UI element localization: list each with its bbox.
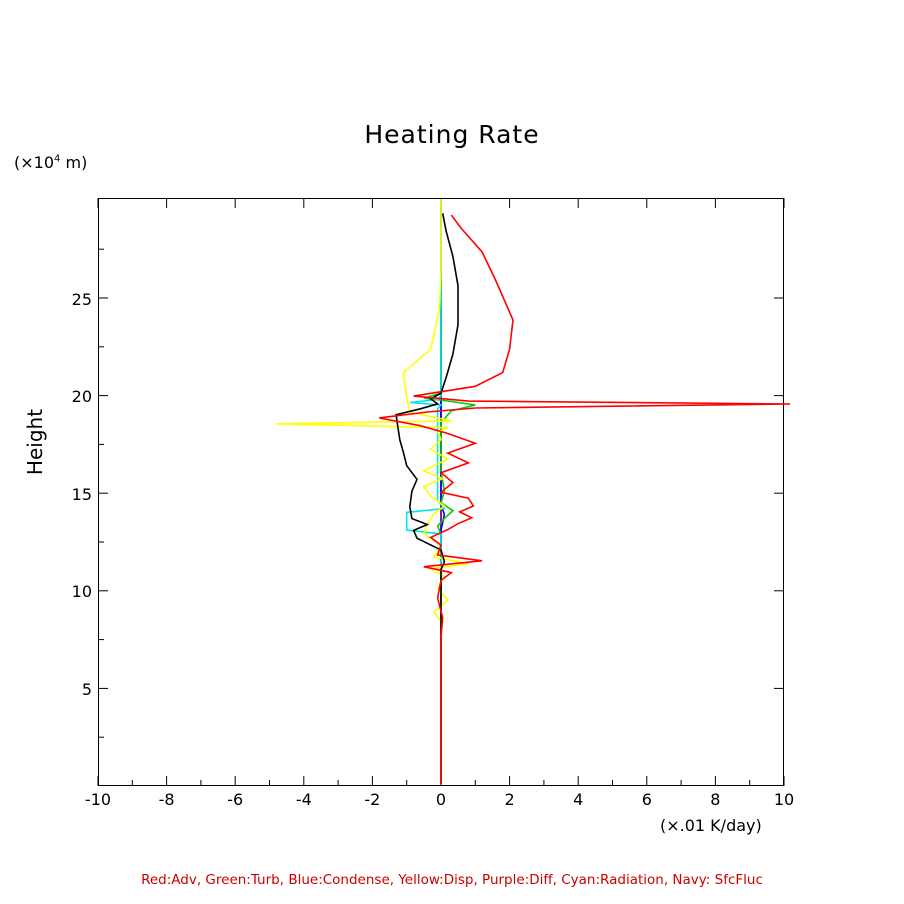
y-axis-unit-label: ($\times 10^4$ m) <box>14 153 88 172</box>
xtick-label-4: -2 <box>364 790 381 809</box>
chart-title: Heating Rate <box>364 120 540 149</box>
ytick-label-0: 5 <box>81 680 92 699</box>
xtick-label-0: -10 <box>84 790 112 809</box>
x-axis-unit-label: (×.01 K/day) <box>660 816 762 835</box>
xtick-label-8: 6 <box>641 790 652 809</box>
y-axis-label: Height <box>23 408 47 476</box>
ytick-label-2: 15 <box>71 485 92 504</box>
plot-area <box>98 198 784 786</box>
xtick-label-9: 8 <box>710 790 721 809</box>
legend-caption: Red:Adv, Green:Turb, Blue:Condense, Yellow:Disp, Purple:Diff, Cyan:Radiation, Navy: SfcFluc <box>141 872 763 888</box>
ytick-label-4: 25 <box>71 290 92 309</box>
xtick-label-7: 4 <box>573 790 584 809</box>
xtick-label-5: 0 <box>435 790 447 809</box>
xtick-label-2: -6 <box>227 790 244 809</box>
xtick-label-3: -4 <box>295 790 312 809</box>
ytick-label-1: 10 <box>71 582 92 601</box>
xtick-label-1: -8 <box>158 790 175 809</box>
xtick-label-10: 10 <box>773 790 795 809</box>
ytick-label-3: 20 <box>71 387 92 406</box>
xtick-label-6: 2 <box>504 790 515 809</box>
